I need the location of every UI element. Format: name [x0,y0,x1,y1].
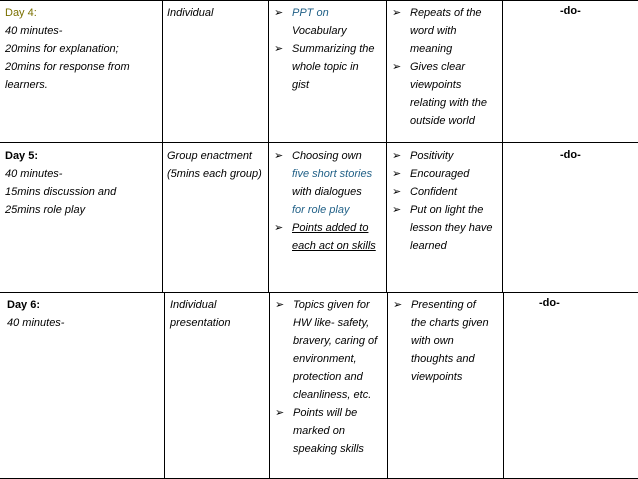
assessment-cell-day5: -do- [560,149,581,161]
time-line: 25mins role play [5,204,86,216]
bullet-line: Vocabulary [292,25,347,37]
arrow-bullet-icon: ➢ [392,61,402,73]
activity-cell-day6 [275,296,377,458]
bullet-line: each act on skills [292,240,376,252]
activity-cell-day5 [274,147,376,255]
column-divider [502,0,503,142]
bullet-line: bravery, caring of [293,335,378,347]
bullet-line: for role play [292,204,350,216]
bullet-item [274,4,375,40]
bullet-line: Repeats of the [410,7,482,19]
row-divider [0,142,638,143]
bullet-line: the charts given [411,317,489,329]
bullet-line: cleanliness, etc. [293,389,372,401]
column-divider [164,292,165,479]
assessment-cell-day6: -do- [539,297,560,309]
bullet-line: Summarizing the [292,43,375,55]
time-cell-day5 [5,147,116,219]
mode-line: (5mins each group) [167,168,262,180]
bullet-item [392,165,493,183]
bullet-line: Positivity [410,150,454,162]
day-label: Day 4: [5,7,37,19]
bullet-item [392,201,493,255]
bullet-item [392,58,487,130]
mode-cell-day6 [170,296,231,332]
mode-cell-day5 [167,147,262,183]
arrow-bullet-icon: ➢ [392,168,402,180]
bullet-item [392,4,487,58]
bullet-item [392,147,493,165]
bullet-line: protection and [293,371,363,383]
bullet-item [392,183,493,201]
arrow-bullet-icon: ➢ [393,299,403,311]
time-line: 40 minutes- [5,25,63,37]
bullet-line: Presenting of [411,299,476,311]
bullet-line: with own [411,335,454,347]
arrow-bullet-icon: ➢ [392,150,402,162]
bullet-item [275,296,377,404]
arrow-bullet-icon: ➢ [392,7,402,19]
column-divider [387,292,388,479]
bullet-line: gist [292,79,310,91]
outcome-cell-day4 [392,4,487,130]
bullet-line: Points will be [293,407,358,419]
bullet-line: PPT on [292,7,329,19]
bullet-line: environment, [293,353,357,365]
mode-line: Individual [167,7,214,19]
bullet-line: viewpoints [410,79,462,91]
time-line: 20mins for response from [5,61,130,73]
day-label: Day 5: [5,150,39,162]
column-divider [162,142,163,292]
column-divider [269,292,270,479]
outcome-cell-day6 [393,296,489,386]
bullet-line: viewpoints [411,371,463,383]
bullet-line: Choosing own [292,150,362,162]
bullet-line: Confident [410,186,458,198]
row-divider [0,0,638,1]
arrow-bullet-icon: ➢ [275,407,285,419]
arrow-bullet-icon: ➢ [274,7,284,19]
arrow-bullet-icon: ➢ [274,150,284,162]
column-divider [268,142,269,292]
arrow-bullet-icon: ➢ [275,299,285,311]
bullet-line: meaning [410,43,453,55]
bullet-line: Points added to [292,222,369,234]
bullet-item [275,404,377,458]
day-label: Day 6: [7,299,41,311]
bullet-line: thoughts and [411,353,475,365]
bullet-line: speaking skills [293,443,364,455]
bullet-line: outside world [410,115,475,127]
bullet-line: with dialogues [292,186,362,198]
bullet-line: lesson they have [410,222,493,234]
time-cell-day6 [7,296,64,332]
bullet-line: Gives clear [410,61,466,73]
bullet-line: Encouraged [410,168,470,180]
column-divider [503,292,504,479]
bullet-line: five short stories [292,168,373,180]
bullet-line: Topics given for [293,299,370,311]
arrow-bullet-icon: ➢ [274,222,284,234]
bullet-line: word with [410,25,457,37]
bullet-item [274,219,376,255]
time-line: learners. [5,79,48,91]
mode-cell-day4 [167,4,213,22]
arrow-bullet-icon: ➢ [274,43,284,55]
bullet-line: learned [410,240,447,252]
bullet-line: Put on light the [410,204,484,216]
mode-line: presentation [170,317,231,329]
column-divider [268,0,269,142]
bullet-line: marked on [293,425,345,437]
bullet-item [274,40,375,94]
activity-cell-day4 [274,4,375,94]
mode-line: Individual [170,299,217,311]
bullet-line: whole topic in [292,61,359,73]
column-divider [386,0,387,142]
mode-line: Group enactment [167,150,252,162]
time-line: 40 minutes- [7,317,65,329]
column-divider [502,142,503,292]
assessment-cell-day4: -do- [560,5,581,17]
column-divider [162,0,163,142]
arrow-bullet-icon: ➢ [392,204,402,216]
bullet-line: relating with the [410,97,488,109]
bullet-item [393,296,489,386]
time-line: 40 minutes- [5,168,63,180]
outcome-cell-day5 [392,147,493,255]
column-divider [386,142,387,292]
arrow-bullet-icon: ➢ [392,186,402,198]
bullet-item [274,147,376,219]
row-divider [0,292,638,293]
time-line: 20mins for explanation; [5,43,119,55]
time-cell-day4 [5,4,130,94]
time-line: 15mins discussion and [5,186,117,198]
bullet-line: HW like- safety, [293,317,370,329]
